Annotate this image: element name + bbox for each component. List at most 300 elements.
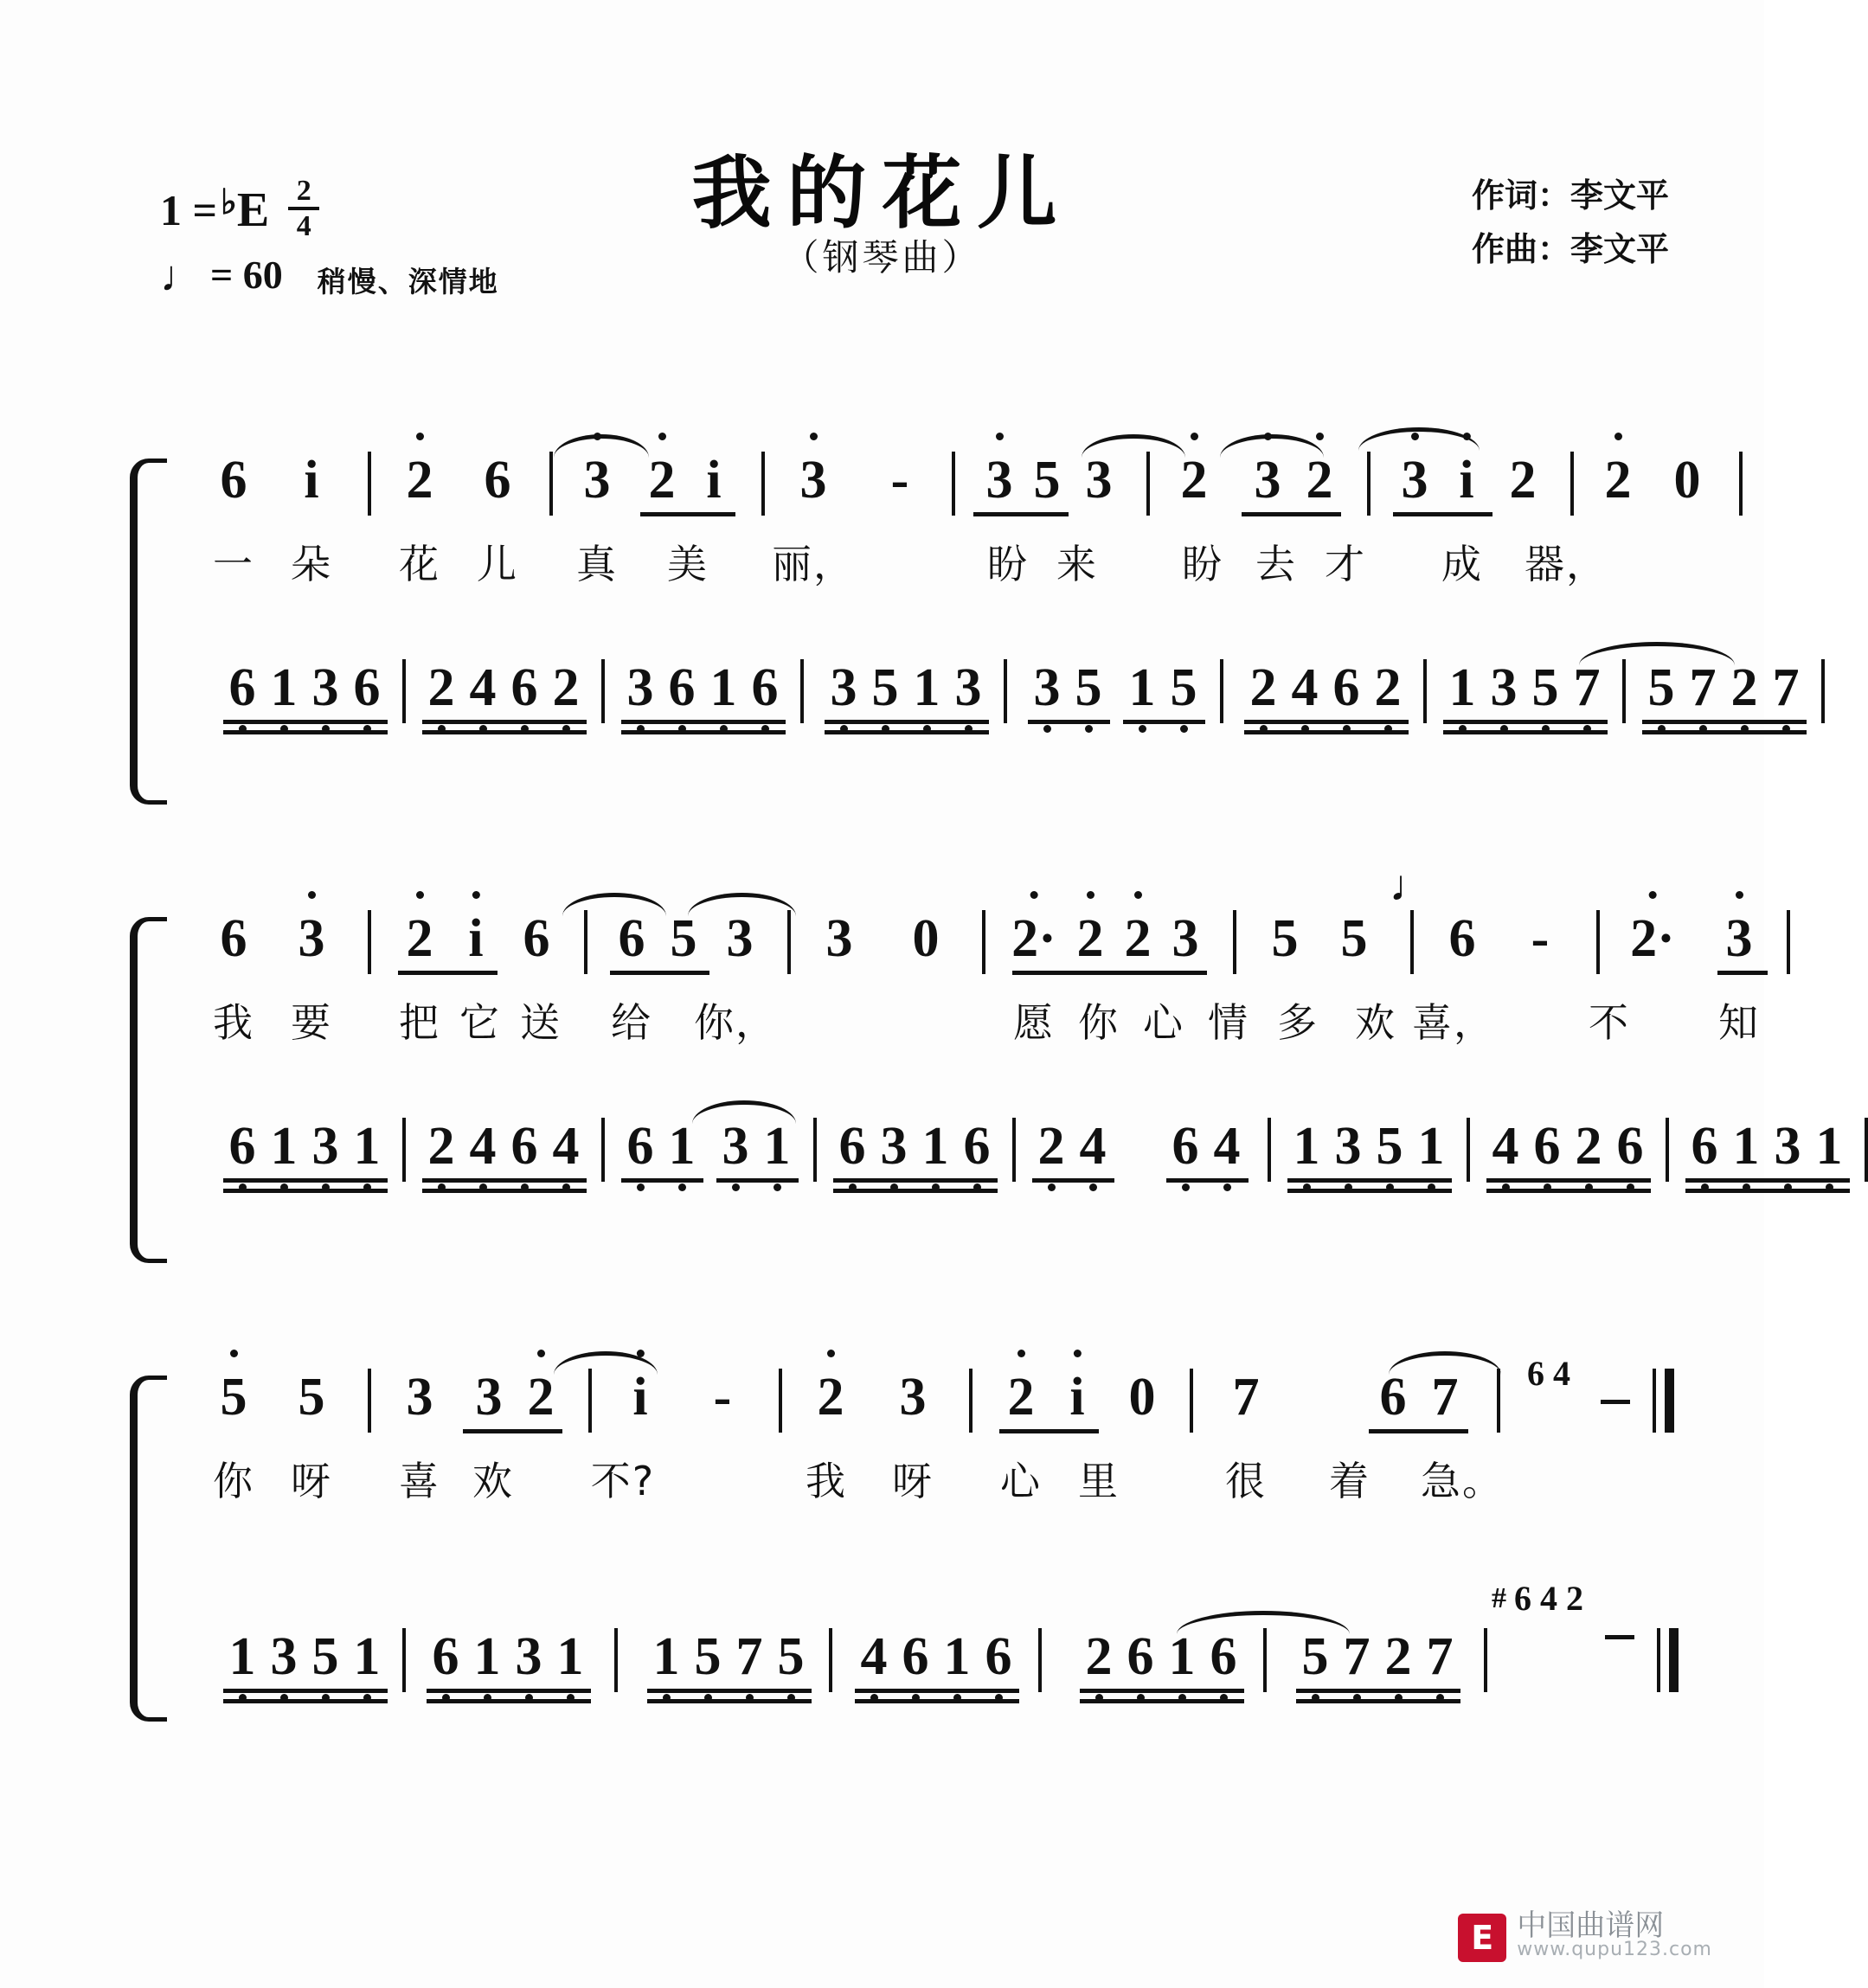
beam	[1123, 720, 1205, 724]
beam	[1443, 730, 1608, 734]
site-url: www.qupu123.com	[1517, 1939, 1712, 1960]
note: 1	[557, 1626, 584, 1688]
barline	[1268, 1118, 1271, 1182]
note: 1	[710, 657, 737, 719]
accomp-staff-1	[182, 657, 1800, 813]
beam	[1369, 1429, 1468, 1433]
lyric-syllable: 我	[213, 999, 254, 1046]
lyric-syllable: 你	[213, 1458, 254, 1504]
note: 5	[695, 1626, 722, 1688]
note: 0	[1673, 451, 1701, 510]
chord-top: 6	[1514, 1579, 1531, 1618]
octave-dot	[1085, 725, 1093, 733]
accomp-staff-3	[182, 1579, 1653, 1782]
beam	[1685, 1189, 1850, 1193]
barline	[1220, 659, 1223, 723]
hold-dash	[1605, 1635, 1634, 1639]
note: 1	[1418, 1116, 1445, 1177]
lyrics-line-2	[182, 991, 1760, 1052]
barline	[1146, 452, 1150, 516]
barline	[813, 1118, 817, 1182]
lyric-syllable: 心	[1000, 1458, 1042, 1504]
barline	[761, 452, 765, 516]
note: 6	[985, 1626, 1012, 1688]
barline	[787, 910, 791, 974]
note: 2	[407, 908, 433, 970]
note: 5	[1075, 657, 1102, 719]
system-2	[130, 874, 1843, 1272]
barline	[779, 1369, 782, 1433]
accomp-staff-2	[182, 1116, 1843, 1272]
note: 6	[1210, 1626, 1237, 1688]
lyric-syllable: 它	[459, 999, 501, 1046]
chord-fraction	[1527, 1356, 1570, 1391]
octave-dot	[537, 1350, 545, 1357]
beam	[223, 1189, 388, 1193]
watermark-text	[1517, 1908, 1712, 1962]
key-prefix: 1 =	[160, 186, 217, 234]
note: 2	[1385, 1626, 1412, 1688]
note: 2	[1008, 1367, 1035, 1428]
barline	[1423, 659, 1427, 723]
octave-dot	[1073, 1350, 1081, 1357]
beam	[825, 720, 989, 724]
lyric-syllable: 儿	[477, 541, 518, 587]
thin-line	[1657, 1628, 1660, 1692]
note: 7	[1344, 1626, 1371, 1688]
site-logo-icon: E	[1458, 1914, 1506, 1962]
note: 5	[1648, 657, 1675, 719]
note: 2	[649, 450, 676, 511]
lyric-syllable: 里	[1078, 1458, 1120, 1504]
lyric-syllable: 来	[1056, 541, 1098, 587]
flat-symbol: ♭	[221, 182, 237, 221]
lyric-syllable: 要	[291, 999, 332, 1046]
beam	[1287, 1189, 1452, 1193]
note: 5	[1302, 1626, 1329, 1688]
key-letter: E	[236, 183, 270, 237]
note: 1	[922, 1116, 949, 1177]
note: 5	[221, 1367, 247, 1428]
note: 1	[764, 1116, 791, 1177]
note: 2	[407, 450, 433, 511]
note: 3	[1335, 1116, 1362, 1177]
lyric-syllable: 很	[1225, 1458, 1267, 1504]
grace-note-icon: 𝅘𝅥	[1393, 874, 1403, 906]
note: 5	[1171, 657, 1197, 719]
note: 3	[584, 450, 611, 511]
note: 3	[726, 909, 754, 968]
note: 5	[1377, 1116, 1403, 1177]
octave-dot	[308, 891, 316, 899]
beam	[1685, 1178, 1850, 1183]
barline	[1004, 659, 1007, 723]
note: 6	[511, 657, 538, 719]
lyric-syllable: 花	[399, 541, 440, 587]
lyric-syllable: 欢	[472, 1458, 514, 1504]
lyric-syllable: 呀	[892, 1458, 934, 1504]
barline	[1410, 910, 1414, 974]
lyric-syllable: 急。	[1421, 1458, 1504, 1504]
note: 7	[1773, 657, 1800, 719]
note: 1	[1293, 1116, 1320, 1177]
note: 6	[1448, 909, 1476, 968]
note: 0	[912, 909, 940, 968]
lyric-syllable: 盼	[987, 541, 1029, 587]
octave-dot	[1139, 725, 1146, 733]
beam	[1166, 1178, 1249, 1183]
note: 3	[899, 1368, 927, 1427]
lyric-syllable: 成	[1441, 541, 1483, 587]
note: 6	[229, 1116, 256, 1177]
note: 5	[1532, 657, 1559, 719]
lyrics-line-1	[182, 533, 1653, 593]
beam	[647, 1699, 812, 1703]
chord-bottom: 2	[1566, 1579, 1583, 1618]
note: 2	[1509, 451, 1537, 510]
lyric-syllable: 一	[213, 541, 254, 587]
octave-dot	[636, 1350, 644, 1357]
composer-line: 作曲：李文平	[1471, 230, 1669, 268]
lyric-syllable: 盼	[1182, 541, 1223, 587]
note: i	[468, 908, 483, 970]
final-chord-stack	[1492, 1579, 1583, 1618]
beam	[463, 1429, 562, 1433]
expression-marking: 稍慢、深情地	[317, 264, 499, 298]
octave-dot	[1649, 891, 1657, 899]
melody-notes-3	[182, 1354, 1653, 1450]
note: 1	[653, 1626, 680, 1688]
note: 2	[1086, 1626, 1113, 1688]
note: -	[713, 1368, 732, 1427]
barline	[1012, 1118, 1016, 1182]
beam	[973, 512, 1069, 516]
octave-dot	[1043, 725, 1051, 733]
octave-dot	[230, 1350, 238, 1357]
note: 3	[312, 1116, 339, 1177]
credits-block	[1472, 169, 1669, 276]
note: 3	[831, 657, 857, 719]
note: 3	[406, 1368, 433, 1427]
barline	[1865, 1118, 1868, 1182]
barline	[982, 910, 985, 974]
note: 6	[1333, 657, 1360, 719]
system-1	[130, 450, 1800, 813]
barline	[402, 1118, 406, 1182]
note: 6	[902, 1626, 929, 1688]
note: 6	[511, 1116, 538, 1177]
meter-denominator: 4	[296, 210, 311, 242]
beam	[422, 730, 587, 734]
beam	[223, 730, 388, 734]
octave-dot	[1048, 1183, 1056, 1191]
note: 6	[964, 1116, 991, 1177]
system-3	[130, 1354, 1653, 1782]
barline	[1821, 659, 1825, 723]
melody-staff-3	[182, 1354, 1653, 1523]
beam	[855, 1689, 1019, 1693]
lyric-syllable: 心	[1143, 999, 1184, 1046]
note: 1	[1449, 657, 1476, 719]
octave-dot	[678, 1183, 686, 1191]
beam	[1443, 720, 1608, 724]
note: 1	[474, 1626, 501, 1688]
thick-line	[1665, 1369, 1674, 1433]
note: 5	[670, 909, 697, 968]
melody-staff-1	[182, 450, 1701, 606]
beam	[640, 512, 735, 516]
lyric-syllable: 不?	[590, 1458, 656, 1504]
note: 6	[618, 909, 645, 968]
lyric-syllable: 丽，	[772, 541, 855, 587]
note: 1	[669, 1116, 696, 1177]
barline	[1484, 1628, 1487, 1692]
score-header	[0, 130, 1764, 389]
note: 3	[1402, 450, 1428, 511]
lyric-syllable: 着	[1329, 1458, 1371, 1504]
note: 4	[470, 1116, 497, 1177]
barline	[1570, 452, 1574, 516]
barline	[1739, 452, 1743, 516]
system-brace	[130, 459, 167, 805]
octave-dot	[637, 1183, 645, 1191]
note: 6	[1379, 1368, 1407, 1427]
lyric-syllable: 多	[1277, 999, 1319, 1046]
note: 1	[229, 1626, 256, 1688]
note: 3	[1255, 450, 1281, 511]
barline	[584, 910, 587, 974]
note: 5	[1340, 909, 1368, 968]
beam	[1287, 1178, 1452, 1183]
octave-dot	[1264, 433, 1272, 440]
barline	[1787, 910, 1790, 974]
barline	[601, 1118, 605, 1182]
octave-dot	[1017, 1350, 1025, 1357]
beam	[716, 1178, 799, 1183]
note: 1	[354, 1116, 381, 1177]
note: 2	[1077, 908, 1104, 970]
note: 1	[1733, 1116, 1760, 1177]
note: 1	[944, 1626, 971, 1688]
thick-line	[1669, 1628, 1679, 1692]
beam	[223, 1178, 388, 1183]
note: -	[890, 451, 909, 510]
barline	[368, 1369, 371, 1433]
note: 6	[1172, 1116, 1199, 1177]
beam	[621, 720, 786, 724]
note: 6	[1127, 1626, 1154, 1688]
note: 3	[1775, 1116, 1801, 1177]
lyric-syllable: 美	[667, 541, 709, 587]
note: 6	[1617, 1116, 1644, 1177]
barline	[402, 1628, 406, 1692]
note: 2	[818, 1367, 844, 1428]
note: 5	[872, 657, 899, 719]
lyric-syllable: 朵	[291, 541, 332, 587]
note: 3	[627, 657, 654, 719]
note: 7	[1574, 657, 1601, 719]
accomp-notes-3	[182, 1579, 1653, 1709]
beam	[647, 1689, 812, 1693]
barline	[1596, 910, 1600, 974]
beam	[825, 730, 989, 734]
beam	[999, 1429, 1099, 1433]
tempo-marking	[160, 249, 499, 299]
thin-line	[1653, 1369, 1656, 1433]
beam	[621, 1178, 703, 1183]
meter-numerator: 2	[296, 175, 311, 207]
melody-notes-2	[182, 874, 1753, 991]
note: 1	[1816, 1116, 1843, 1177]
octave-dot	[1462, 433, 1470, 440]
beam	[223, 1689, 388, 1693]
barline	[1038, 1628, 1042, 1692]
beam	[1393, 512, 1492, 516]
note: 6	[220, 909, 247, 968]
note: 2	[553, 657, 580, 719]
octave-dot	[658, 433, 666, 440]
key-tempo-block	[160, 175, 499, 300]
note: 6	[484, 451, 511, 510]
note: 2	[1250, 657, 1277, 719]
beam	[427, 1689, 591, 1693]
beam	[1032, 1178, 1114, 1183]
hold-dash	[1601, 1400, 1630, 1404]
octave-dot	[1089, 1183, 1097, 1191]
accomp-notes-1	[182, 657, 1800, 741]
note: 6	[354, 657, 381, 719]
lyric-syllable: 我	[806, 1458, 847, 1504]
slur	[562, 893, 666, 916]
beam	[621, 730, 786, 734]
octave-dot	[810, 433, 818, 440]
lyric-syllable: 真	[576, 541, 618, 587]
note: 2·	[1011, 908, 1056, 970]
note: 3	[271, 1626, 298, 1688]
barline	[1622, 659, 1626, 723]
note: 1	[1169, 1626, 1196, 1688]
octave-dot	[1180, 725, 1188, 733]
note: 1	[914, 657, 940, 719]
barline	[1367, 452, 1371, 516]
barline	[969, 1369, 973, 1433]
note: 2	[428, 657, 455, 719]
lyric-syllable: 去	[1255, 541, 1297, 587]
note: 5	[778, 1626, 805, 1688]
beam	[422, 1189, 587, 1193]
beam	[398, 971, 497, 975]
octave-dot	[594, 433, 601, 440]
note: 3	[722, 1116, 749, 1177]
octave-dot	[1087, 891, 1094, 899]
note: 3	[312, 657, 339, 719]
note: 4	[1080, 1116, 1107, 1177]
lyricist-line: 作词：李文平	[1471, 176, 1669, 215]
quarter-note-icon: ♩	[160, 252, 203, 300]
octave-dot	[1134, 891, 1142, 899]
note: 7	[1232, 1368, 1260, 1427]
octave-dot	[472, 891, 479, 899]
chord-bottom: 4	[1553, 1354, 1570, 1393]
octave-dot	[416, 433, 424, 440]
chord-top: 6	[1527, 1354, 1544, 1393]
note: 3	[986, 450, 1013, 511]
note: 5	[312, 1626, 339, 1688]
note: 7	[1431, 1368, 1459, 1427]
barline	[952, 452, 955, 516]
melody-staff-2	[182, 874, 1760, 1064]
note: 3	[1491, 657, 1518, 719]
note: 2	[1181, 450, 1208, 511]
watermark	[1458, 1908, 1712, 1962]
note: 2·	[1630, 908, 1675, 970]
beam	[1296, 1699, 1460, 1703]
lyric-syllable: 喜，	[1412, 999, 1495, 1046]
system-brace	[130, 917, 167, 1263]
beam	[855, 1699, 1019, 1703]
lyric-syllable: 欢	[1355, 999, 1396, 1046]
note: 2	[528, 1367, 555, 1428]
system-brace	[130, 1376, 167, 1722]
octave-dot	[1030, 891, 1038, 899]
octave-dot	[1223, 1183, 1231, 1191]
beam	[223, 720, 388, 724]
barline	[1497, 1369, 1500, 1433]
octave-dot	[774, 1183, 781, 1191]
barline	[1233, 910, 1236, 974]
lyric-syllable: 不	[1589, 999, 1630, 1046]
lyric-syllable: 情	[1208, 999, 1249, 1046]
key-signature	[160, 175, 499, 242]
octave-dot	[827, 1350, 835, 1357]
note: 3	[1034, 657, 1061, 719]
note: 2	[1125, 908, 1152, 970]
note: 6	[752, 657, 779, 719]
note: 6	[839, 1116, 866, 1177]
note: 5	[1271, 909, 1299, 968]
note: 5	[1033, 451, 1061, 510]
note: 4	[1292, 657, 1319, 719]
note: 7	[736, 1626, 763, 1688]
octave-dot	[1411, 433, 1419, 440]
lyric-syllable: 你	[1078, 999, 1120, 1046]
lyrics-line-3	[182, 1450, 1653, 1510]
slur	[1358, 427, 1480, 451]
beam	[1080, 1689, 1244, 1693]
beam	[833, 1189, 998, 1193]
note: 2	[1306, 450, 1333, 511]
note: 6	[1534, 1116, 1561, 1177]
note: 4	[1214, 1116, 1241, 1177]
note: 2	[1038, 1116, 1065, 1177]
lyric-syllable: 把	[399, 999, 440, 1046]
note: 4	[861, 1626, 888, 1688]
time-signature	[288, 176, 319, 240]
beam	[1244, 730, 1409, 734]
lyric-syllable: 喜	[399, 1458, 440, 1504]
beam	[1012, 971, 1207, 975]
note: 0	[1128, 1368, 1156, 1427]
note: 7	[1427, 1626, 1454, 1688]
note: i	[304, 451, 319, 510]
beam	[427, 1699, 591, 1703]
note: i	[1069, 1367, 1084, 1428]
note: 5	[298, 1368, 325, 1427]
beam	[1028, 720, 1110, 724]
note: 3	[881, 1116, 908, 1177]
note: 2	[1605, 450, 1632, 511]
note: 3	[955, 657, 982, 719]
